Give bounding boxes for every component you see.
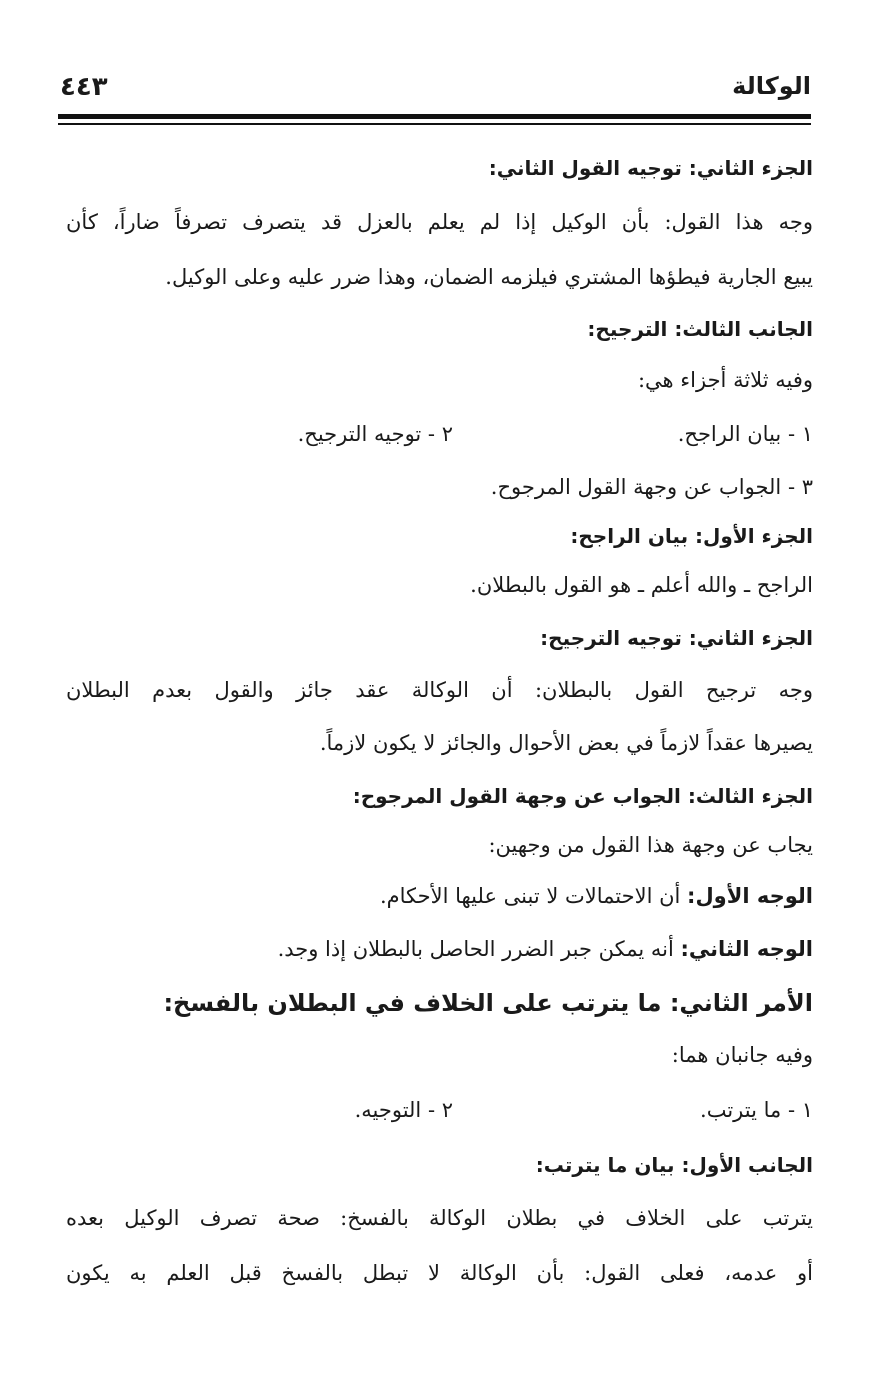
aspect-line (278, 934, 813, 964)
aspect-label: الوجه الأول: (687, 884, 813, 908)
heading-part2-second-opinion: الجزء الثاني: توجيه القول الثاني: (488, 156, 813, 180)
aspect-text: أنه يمكن جبر الضرر الحاصل بالبطلان إذا وجد. (277, 937, 674, 961)
header-rule-thick (58, 114, 811, 119)
paragraph-line: أو عدمه، فعلى القول: بأن الوكالة لا تبطل بالفسخ قبل العلم به يكون (66, 1261, 813, 1285)
paragraph-line: وجه ترجيح القول بالبطلان: أن الوكالة عقد جائز والقول بعدم البطلان (66, 678, 813, 702)
heading-matter2: الأمر الثاني: ما يترتب على الخلاف في البطلان بالفسخ: (163, 989, 813, 1017)
list-item: ٣ - الجواب عن وجهة القول المرجوح. (490, 475, 813, 499)
page-number: ٤٤٣ (60, 72, 108, 102)
heading-side1-consequence: الجانب الأول: بيان ما يترتب: (535, 1153, 813, 1177)
running-header-title: الوكالة (732, 72, 811, 100)
paragraph-line: يصيرها عقداً لازماً في بعض الأحوال والجائز لا يكون لازماً. (319, 731, 813, 755)
paragraph-line: يجاب عن وجهة هذا القول من وجهين: (488, 833, 813, 857)
paragraph-line: وجه هذا القول: بأن الوكيل إذا لم يعلم بالعزل قد يتصرف تصرفاً ضاراً، كأن (66, 210, 813, 234)
list-item: ١ - ما يترتب. (700, 1098, 813, 1122)
heading-part2-justification: الجزء الثاني: توجيه الترجيح: (540, 626, 813, 650)
paragraph-line: يبيع الجارية فيطؤها المشتري فيلزمه الضمان، وهذا ضرر عليه وعلى الوكيل. (165, 265, 813, 289)
aspect-text: أن الاحتمالات لا تبنى عليها الأحكام. (379, 884, 681, 908)
aspect-label: الوجه الثاني: (680, 937, 813, 961)
header-rule-thin (58, 123, 811, 125)
list-item: ٢ - توجيه الترجيح. (297, 422, 453, 446)
heading-side3-preference: الجانب الثالث: الترجيح: (587, 317, 813, 341)
paragraph-line: الراجح ـ والله أعلم ـ هو القول بالبطلان. (470, 573, 813, 597)
paragraph-line: يترتب على الخلاف في بطلان الوكالة بالفسخ: صحة تصرف الوكيل بعده (66, 1206, 813, 1230)
aspect-line (380, 881, 813, 911)
paragraph-line: وفيه جانبان هما: (671, 1043, 813, 1067)
heading-part3-answer: الجزء الثالث: الجواب عن وجهة القول المرجوح: (352, 784, 813, 808)
list-item: ١ - بيان الراجح. (677, 422, 813, 446)
heading-part1-preferred: الجزء الأول: بيان الراجح: (570, 524, 813, 548)
paragraph-line: وفيه ثلاثة أجزاء هي: (637, 368, 813, 392)
list-item: ٢ - التوجيه. (354, 1098, 453, 1122)
